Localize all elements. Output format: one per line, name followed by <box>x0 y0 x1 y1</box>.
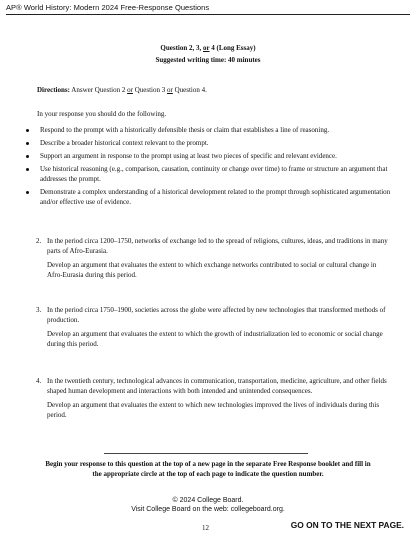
requirement-item <box>24 188 394 207</box>
question-prompt-text: In the twentieth century, technological advances in communication, transportation, medicine, agriculture, and other fields shaped human development and interactions with both intended and unintended consequences. <box>47 377 387 395</box>
question-prompt-text: In the period circa 1750–1900, societies across the globe were affected by new technologies that transformed methods of production. <box>47 306 386 324</box>
directions-or-2: or <box>166 86 173 94</box>
bullet-icon <box>26 191 29 194</box>
section-divider <box>104 453 308 454</box>
copyright-block <box>0 497 416 514</box>
question-title <box>0 44 416 52</box>
question-prompt <box>36 237 390 256</box>
requirement-text: Respond to the prompt with a historically defensible thesis or claim that establishes a line of reasoning. <box>40 126 330 134</box>
bullet-icon <box>26 142 29 145</box>
directions-label: Directions: <box>37 86 70 94</box>
bullet-icon <box>26 155 29 158</box>
suggested-time: Suggested writing time: 40 minutes <box>155 56 261 64</box>
instructions-intro: In your response you should do the following. <box>37 110 167 118</box>
requirement-text: Demonstrate a complex understanding of a historical development related to the prompt through sophisticated argumentation and/or effective use of evidence. <box>40 187 391 206</box>
go-on-notice: GO ON TO THE NEXT PAGE. <box>290 520 404 530</box>
directions-text-a: Answer Question 2 <box>69 86 128 94</box>
question-2 <box>36 237 390 280</box>
question-number: 2. <box>36 237 42 245</box>
question-title-or: or <box>203 44 210 52</box>
question-3 <box>36 306 390 349</box>
question-number: 4. <box>36 377 42 385</box>
bullet-icon <box>26 129 29 132</box>
question-title-post: 4 (Long Essay) <box>209 44 256 52</box>
directions-text-b: Question 3 <box>132 86 167 94</box>
question-task: Develop an argument that evaluates the extent to which new technologies improved the lives of individuals during this period. <box>47 401 380 419</box>
question-task: Develop an argument that evaluates the extent to which exchange networks contributed to social or cultural change in Afro-Eurasia during this period. <box>47 261 377 279</box>
question-prompt <box>36 306 390 325</box>
directions-text-c: Question 4. <box>172 86 207 94</box>
copyright-line: © 2024 College Board. <box>172 497 244 504</box>
requirement-text: Support an argument in response to the prompt using at least two pieces of specific and relevant evidence. <box>40 152 337 161</box>
question-title-pre: Question 2, 3, <box>160 44 203 52</box>
visit-line: Visit College Board on the web: collegeboard.org. <box>131 505 285 513</box>
question-task: Develop an argument that evaluates the extent to which the growth of industrialization led to economic or social change during this period. <box>47 330 383 348</box>
requirement-text: Describe a broader historical context relevant to the prompt. <box>40 139 209 148</box>
requirement-item <box>24 165 394 184</box>
booklet-instruction: Begin your response to this question at the top of a new page in the separate Free Response booklet and fill in the appropriate circle at the top of each page to indicate the question number. <box>45 460 371 478</box>
bullet-icon <box>26 168 29 171</box>
directions-or-1: or <box>127 86 133 94</box>
header-rule <box>6 14 410 15</box>
running-header: AP® World History: Modern 2024 Free-Response Questions <box>6 3 210 12</box>
requirements-list <box>24 126 394 211</box>
question-prompt-text: In the period circa 1200–1750, networks of exchange led to the spread of religions, cultures, ideas, and traditions in many parts of Afro-Eurasia. <box>47 237 388 255</box>
question-4 <box>36 377 390 420</box>
page-number: 12 <box>202 524 209 532</box>
question-prompt <box>36 377 390 396</box>
requirement-item <box>24 139 394 149</box>
question-number: 3. <box>36 306 42 314</box>
directions <box>37 86 207 94</box>
requirement-item <box>24 152 394 162</box>
requirement-item <box>24 126 394 136</box>
requirement-text: Use historical reasoning (e.g., comparison, causation, continuity or change over time) to frame or structure an argument that addresses the prompt. <box>40 165 388 183</box>
